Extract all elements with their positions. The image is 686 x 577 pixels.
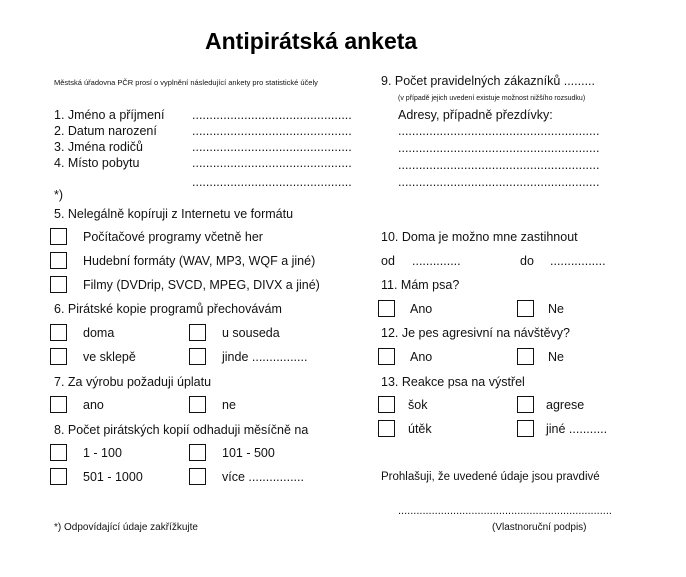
q13-other-checkbox[interactable] bbox=[517, 420, 534, 437]
q12-no-label: Ne bbox=[548, 350, 564, 364]
parents-dots[interactable]: .............................................. bbox=[192, 140, 352, 154]
q9-note: (v případě jejich uvedení existuje možnost nižšího rozsudku) bbox=[398, 95, 586, 102]
q13-aggression-label: agrese bbox=[546, 398, 585, 412]
q7-no-checkbox[interactable] bbox=[189, 396, 206, 413]
q9-addresses-label: Adresy, případně přezdívky: bbox=[398, 108, 553, 122]
q5-label: 5. Nelegálně kopíruji z Internetu ve formátu bbox=[54, 207, 294, 221]
q6-neighbor-label: u souseda bbox=[222, 326, 280, 340]
q8-label: 8. Počet pirátských kopií odhaduji měsíčně na bbox=[54, 423, 309, 437]
q10-to-label: do bbox=[520, 254, 534, 268]
q9-dots-3[interactable]: .......................................................... bbox=[398, 158, 600, 172]
q8-range1-checkbox[interactable] bbox=[50, 444, 67, 461]
q13-shock-checkbox[interactable] bbox=[378, 396, 395, 413]
parents-label: 3. Jména rodičů bbox=[54, 140, 143, 154]
form-title: Antipirátská anketa bbox=[205, 28, 418, 54]
q5-option-1-checkbox[interactable] bbox=[50, 228, 67, 245]
q10-label: 10. Doma je možno mne zastihnout bbox=[381, 230, 578, 244]
signature-label: (Vlastnoruční podpis) bbox=[492, 522, 587, 533]
q6-elsewhere-checkbox[interactable] bbox=[189, 348, 206, 365]
q13-other-label: jiné ........... bbox=[546, 422, 608, 436]
signature-dots[interactable]: ...................................................................... bbox=[398, 505, 612, 517]
q6-home-checkbox[interactable] bbox=[50, 324, 67, 341]
asterisk-mark: *) bbox=[54, 188, 64, 202]
q12-yes-checkbox[interactable] bbox=[378, 348, 395, 365]
q10-to-dots[interactable]: ................ bbox=[550, 254, 606, 268]
q7-yes-label: ano bbox=[83, 398, 104, 412]
q8-range3-label: 501 - 1000 bbox=[83, 470, 143, 484]
q12-no-checkbox[interactable] bbox=[517, 348, 534, 365]
q6-neighbor-checkbox[interactable] bbox=[189, 324, 206, 341]
q13-flight-label: útěk bbox=[408, 422, 432, 436]
intro-text: Městská úřadovna PČR prosí o vyplnění následující ankety pro statistické účely bbox=[54, 78, 318, 87]
q11-label: 11. Mám psa? bbox=[381, 278, 460, 292]
q13-aggression-checkbox[interactable] bbox=[517, 396, 534, 413]
q11-no-checkbox[interactable] bbox=[517, 300, 534, 317]
residence-dots-2[interactable]: .............................................. bbox=[192, 175, 352, 189]
q13-flight-checkbox[interactable] bbox=[378, 420, 395, 437]
footnote: *) Odpovídající údaje zakřížkujte bbox=[54, 522, 198, 533]
q8-range4-checkbox[interactable] bbox=[189, 468, 206, 485]
birth-dots[interactable]: .............................................. bbox=[192, 124, 352, 138]
q7-no-label: ne bbox=[222, 398, 236, 412]
q8-range4-label: více ................ bbox=[222, 470, 304, 484]
q9-dots-1[interactable]: .......................................................... bbox=[398, 124, 600, 138]
declaration-text: Prohlašuji, že uvedené údaje jsou pravdivé bbox=[381, 471, 600, 483]
q11-yes-label: Ano bbox=[410, 302, 433, 316]
q7-label: 7. Za výrobu požaduji úplatu bbox=[54, 375, 212, 389]
q5-option-3-label: Filmy (DVDrip, SVCD, MPEG, DIVX a jiné) bbox=[83, 278, 320, 292]
name-dots[interactable]: .............................................. bbox=[192, 108, 352, 122]
q12-label: 12. Je pes agresivní na návštěvy? bbox=[381, 326, 571, 340]
birth-label: 2. Datum narození bbox=[54, 124, 157, 138]
q13-label: 13. Reakce psa na výstřel bbox=[381, 375, 525, 389]
q9-label: 9. Počet pravidelných zákazníků ......... bbox=[381, 74, 595, 88]
q12-yes-label: Ano bbox=[410, 350, 433, 364]
q6-cellar-checkbox[interactable] bbox=[50, 348, 67, 365]
residence-dots[interactable]: .............................................. bbox=[192, 156, 352, 170]
q6-cellar-label: ve sklepě bbox=[83, 350, 136, 364]
q9-dots-4[interactable]: .......................................................... bbox=[398, 175, 600, 189]
q13-shock-label: šok bbox=[408, 398, 428, 412]
q5-option-2-label: Hudební formáty (WAV, MP3, WQF a jiné) bbox=[83, 254, 316, 268]
q8-range2-label: 101 - 500 bbox=[222, 446, 275, 460]
q8-range1-label: 1 - 100 bbox=[83, 446, 122, 460]
q10-from-dots[interactable]: .............. bbox=[412, 254, 461, 268]
q6-elsewhere-label: jinde ................ bbox=[222, 350, 308, 364]
q6-label: 6. Pirátské kopie programů přechovávám bbox=[54, 302, 282, 316]
q9-dots-2[interactable]: .......................................................... bbox=[398, 141, 600, 155]
q5-option-2-checkbox[interactable] bbox=[50, 252, 67, 269]
name-label: 1. Jméno a příjmení bbox=[54, 108, 165, 122]
q11-yes-checkbox[interactable] bbox=[378, 300, 395, 317]
q11-no-label: Ne bbox=[548, 302, 564, 316]
q5-option-3-checkbox[interactable] bbox=[50, 276, 67, 293]
q8-range2-checkbox[interactable] bbox=[189, 444, 206, 461]
q10-from-label: od bbox=[381, 254, 395, 268]
residence-label: 4. Místo pobytu bbox=[54, 156, 140, 170]
q8-range3-checkbox[interactable] bbox=[50, 468, 67, 485]
q7-yes-checkbox[interactable] bbox=[50, 396, 67, 413]
q6-home-label: doma bbox=[83, 326, 115, 340]
q5-option-1-label: Počítačové programy včetně her bbox=[83, 230, 263, 244]
